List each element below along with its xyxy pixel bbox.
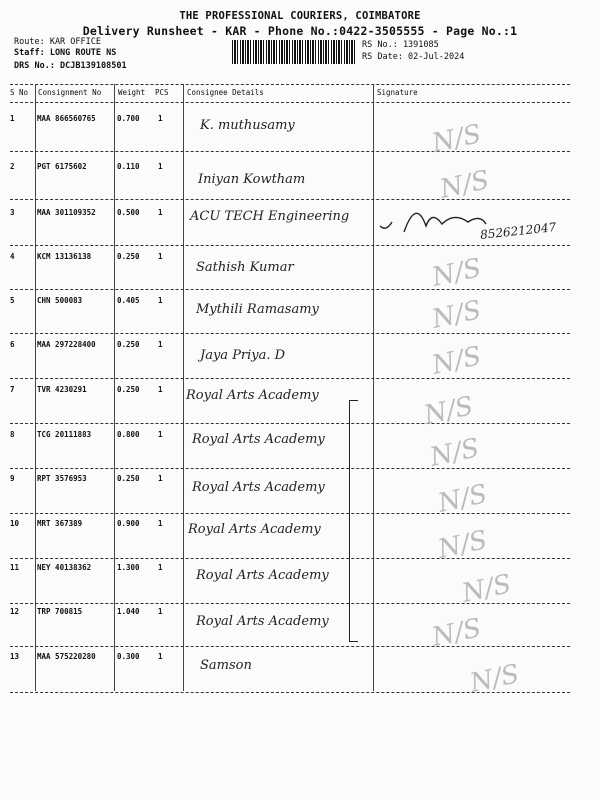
row-weight: 0.500 [117, 208, 140, 217]
row-consignee: Royal Arts Academy [192, 432, 325, 447]
row-signature: N/S [437, 165, 492, 205]
col-divider [114, 84, 115, 691]
header-rule-top [10, 84, 570, 85]
row-sno: 12 [10, 607, 20, 616]
row-consignee: Royal Arts Academy [186, 388, 319, 403]
row-signature: N/S [429, 613, 484, 653]
row-sno: 10 [10, 519, 20, 528]
company-title: THE PROFESSIONAL COURIERS, COIMBATORE [179, 10, 421, 22]
group-bracket [349, 400, 358, 642]
row-consignment: KCM 13136138 [37, 252, 92, 261]
col-divider [35, 84, 36, 691]
row-pcs: 1 [158, 208, 163, 217]
row-pcs: 1 [158, 385, 163, 394]
row-weight: 1.040 [117, 607, 140, 616]
row-signature: N/S [429, 295, 484, 335]
row-consignee: K. muthusamy [200, 118, 295, 133]
staff-label: Staff: LONG ROUTE NS [14, 48, 117, 58]
row-weight: 0.110 [117, 162, 140, 171]
row-consignment: MAA 297228400 [37, 340, 96, 349]
rs-date: RS Date: 02-Jul-2024 [362, 52, 465, 62]
row-consignment: TVR 4230291 [37, 385, 87, 394]
row-divider [10, 289, 570, 290]
row-signature: N/S [427, 433, 482, 473]
col-sno: S No [10, 88, 29, 97]
row-sno: 13 [10, 652, 20, 661]
row-pcs: 1 [158, 296, 163, 305]
row-divider [10, 151, 570, 152]
col-weight: Weight [118, 88, 146, 97]
row-signature: N/S [435, 479, 490, 519]
row-sno: 6 [10, 340, 15, 349]
row-weight: 0.405 [117, 296, 140, 305]
row-weight: 0.250 [117, 474, 140, 483]
row-pcs: 1 [158, 652, 163, 661]
row-consignee: ACU TECH Engineering [190, 209, 350, 224]
row-pcs: 1 [158, 430, 163, 439]
row-signature: N/S [435, 525, 490, 565]
row-sno: 9 [10, 474, 15, 483]
row-pcs: 1 [158, 474, 163, 483]
row-sno: 11 [10, 563, 20, 572]
col-consignee: Consignee Details [187, 88, 264, 97]
route-label: Route: KAR OFFICE [14, 37, 101, 47]
row-pcs: 1 [158, 519, 163, 528]
row-consignee: Jaya Priya. D [200, 348, 286, 363]
signature-phone: 8526212047 [479, 220, 557, 242]
row-weight: 0.250 [117, 385, 140, 394]
row-divider [10, 468, 570, 469]
row-signature: N/S [429, 119, 484, 159]
row-signature: N/S [459, 569, 514, 609]
row-signature: N/S [421, 391, 476, 431]
row-consignment: TRP 700815 [37, 607, 83, 616]
row-divider [10, 199, 570, 200]
row-signature: N/S [429, 253, 484, 293]
row-divider [10, 245, 570, 246]
row-signature: N/S [429, 341, 484, 381]
col-pcs: PCS [155, 88, 169, 97]
row-divider [10, 558, 570, 559]
header-rule-bottom [10, 102, 570, 103]
row-sno: 5 [10, 296, 15, 305]
row-consignee: Royal Arts Academy [192, 480, 325, 495]
drs-number: DRS No.: DCJB139108501 [14, 61, 127, 71]
signature-scrawl [376, 202, 496, 242]
row-consignee: Royal Arts Academy [196, 614, 329, 629]
row-sno: 1 [10, 114, 15, 123]
row-divider [10, 423, 570, 424]
row-pcs: 1 [158, 340, 163, 349]
row-weight: 1.300 [117, 563, 140, 572]
col-signature: Signature [377, 88, 418, 97]
runsheet-title: Delivery Runsheet - KAR - Phone No.:0422-3505555 - Page No.:1 [82, 24, 518, 38]
row-pcs: 1 [158, 252, 163, 261]
row-divider [10, 513, 570, 514]
row-weight: 0.800 [117, 430, 140, 439]
row-divider [10, 378, 570, 379]
row-consignment: MAA 866560765 [37, 114, 96, 123]
col-divider [373, 84, 374, 691]
row-consignment: MRT 367389 [37, 519, 83, 528]
row-consignee: Royal Arts Academy [188, 522, 321, 537]
row-consignee: Samson [200, 658, 252, 673]
col-divider [183, 84, 184, 691]
row-consignment: CHN 500083 [37, 296, 83, 305]
row-consignment: NEY 40138362 [37, 563, 92, 572]
row-consignee: Sathish Kumar [196, 260, 294, 275]
row-consignment: TCG 20111883 [37, 430, 92, 439]
row-sno: 2 [10, 162, 15, 171]
row-consignee: Iniyan Kowtham [198, 172, 306, 187]
row-consignment: PGT 6175602 [37, 162, 87, 171]
row-weight: 0.700 [117, 114, 140, 123]
row-divider [10, 333, 570, 334]
row-weight: 0.900 [117, 519, 140, 528]
row-signature: N/S [467, 659, 522, 699]
col-consignment: Consignment No [38, 88, 102, 97]
barcode [232, 40, 356, 64]
row-pcs: 1 [158, 114, 163, 123]
row-pcs: 1 [158, 563, 163, 572]
row-sno: 4 [10, 252, 15, 261]
rs-number: RS No.: 1391085 [362, 40, 439, 50]
row-sno: 7 [10, 385, 15, 394]
row-consignee: Mythili Ramasamy [196, 302, 319, 317]
row-consignment: MAA 575220280 [37, 652, 96, 661]
row-sno: 8 [10, 430, 15, 439]
row-weight: 0.250 [117, 252, 140, 261]
row-weight: 0.300 [117, 652, 140, 661]
row-weight: 0.250 [117, 340, 140, 349]
row-sno: 3 [10, 208, 15, 217]
row-consignee: Royal Arts Academy [196, 568, 329, 583]
row-pcs: 1 [158, 162, 163, 171]
row-consignment: RPT 3576953 [37, 474, 87, 483]
row-divider [10, 646, 570, 647]
row-pcs: 1 [158, 607, 163, 616]
row-consignment: MAA 301109352 [37, 208, 96, 217]
